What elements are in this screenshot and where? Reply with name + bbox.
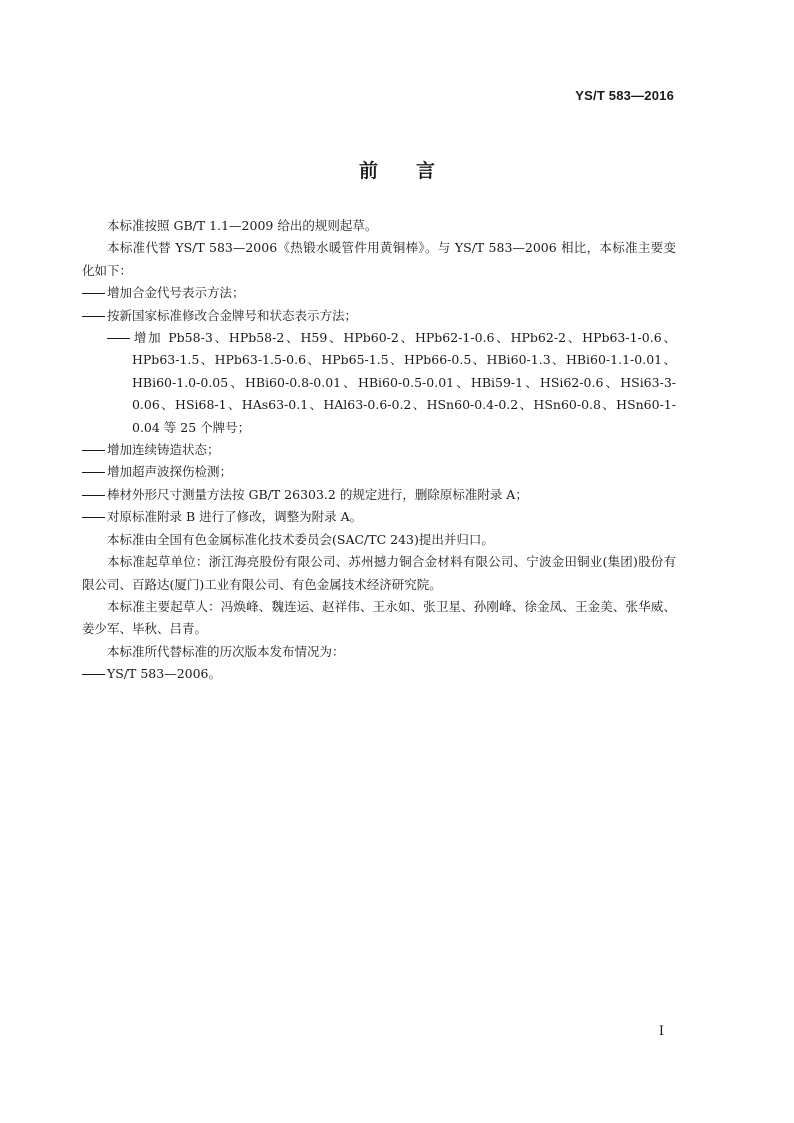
change-item-text: 对原标准附录 B 进行了修改，调整为附录 A。 [107,509,363,525]
page-title: 前言 [358,160,473,182]
change-item-text: 棒材外形尺寸测量方法按 GB/T 26303.2 的规定进行，删除原标准附录 A； [107,486,528,502]
history-item-text: YS/T 583—2006。 [107,666,222,682]
paragraph-drafters: 本标准主要起草人：冯焕峰、魏连运、赵祥伟、王永如、张卫星、孙刚峰、徐金凤、王金美、张华威、姜少军、毕秋、吕青。 [82,598,676,637]
change-item [82,506,676,528]
change-item-text: 增加合金代号表示方法； [107,285,245,301]
paragraph-history-intro: 本标准所代替标准的历次版本发布情况为： [107,643,345,659]
dash-marker [82,305,107,327]
page-number: I [658,1024,664,1039]
change-item [82,305,676,327]
change-item [82,439,676,461]
document-body [82,215,676,686]
paragraph-proposer: 本标准由全国有色金属标准化技术委员会(SAC/TC 243)提出并归口。 [107,531,494,547]
paragraph-drafting-units: 本标准起草单位：浙江海亮股份有限公司、苏州撼力铜合金材料有限公司、宁波金田铜业(集团)股份有限公司、百路达(厦门)工业有限公司、有色金属技术经济研究院。 [82,554,676,592]
change-item-text: 增加超声波探伤检测； [107,464,233,480]
change-item-text: 增加 Pb58-3、HPb58-2、H59、HPb60-2、HPb62-1-0.6、HPb62-2、HPb63-1-0.6、HPb63-1.5、HPb63-1.5-0.6、HPb65-1.5、HPb66-0.5、HBi60-1.3、HBi60-1.1-0.01、HBi60-1.0-0.05、HBi60-0.8-0.01、HBi60-0.5-0.01、HBi59-1、HSi62-0.6、HSi63-3-0.06、HSi68-1、HAs63-0.1、HAl63-0.6-0.2、HSn60-0.4-0.2、HSn60-0.8、HSn60-1-0.04 等 25 个牌号； [132,330,676,435]
change-item [82,282,676,304]
change-item [82,484,676,506]
change-item [82,327,676,439]
dash-marker [82,282,107,304]
dash-marker [82,439,107,461]
change-item [82,461,676,483]
dash-marker [82,506,107,528]
dash-marker [82,461,107,483]
paragraph-drafting-rules: 本标准按照 GB/T 1.1—2009 给出的规则起草。 [107,218,378,233]
change-item-text: 增加连续铸造状态； [107,442,220,458]
paragraph-replacement: 本标准代替 YS/T 583—2006《热锻水暖管件用黄铜棒》。与 YS/T 583—2006 相比，本标准主要变化如下： [82,240,676,278]
dash-marker [107,327,132,349]
change-item-text: 按新国家标准修改合金牌号和状态表示方法； [107,307,358,323]
history-item [82,663,676,685]
dash-marker [82,484,107,506]
dash-marker [82,663,107,685]
standard-code: YS/T 583—2016 [575,88,674,103]
